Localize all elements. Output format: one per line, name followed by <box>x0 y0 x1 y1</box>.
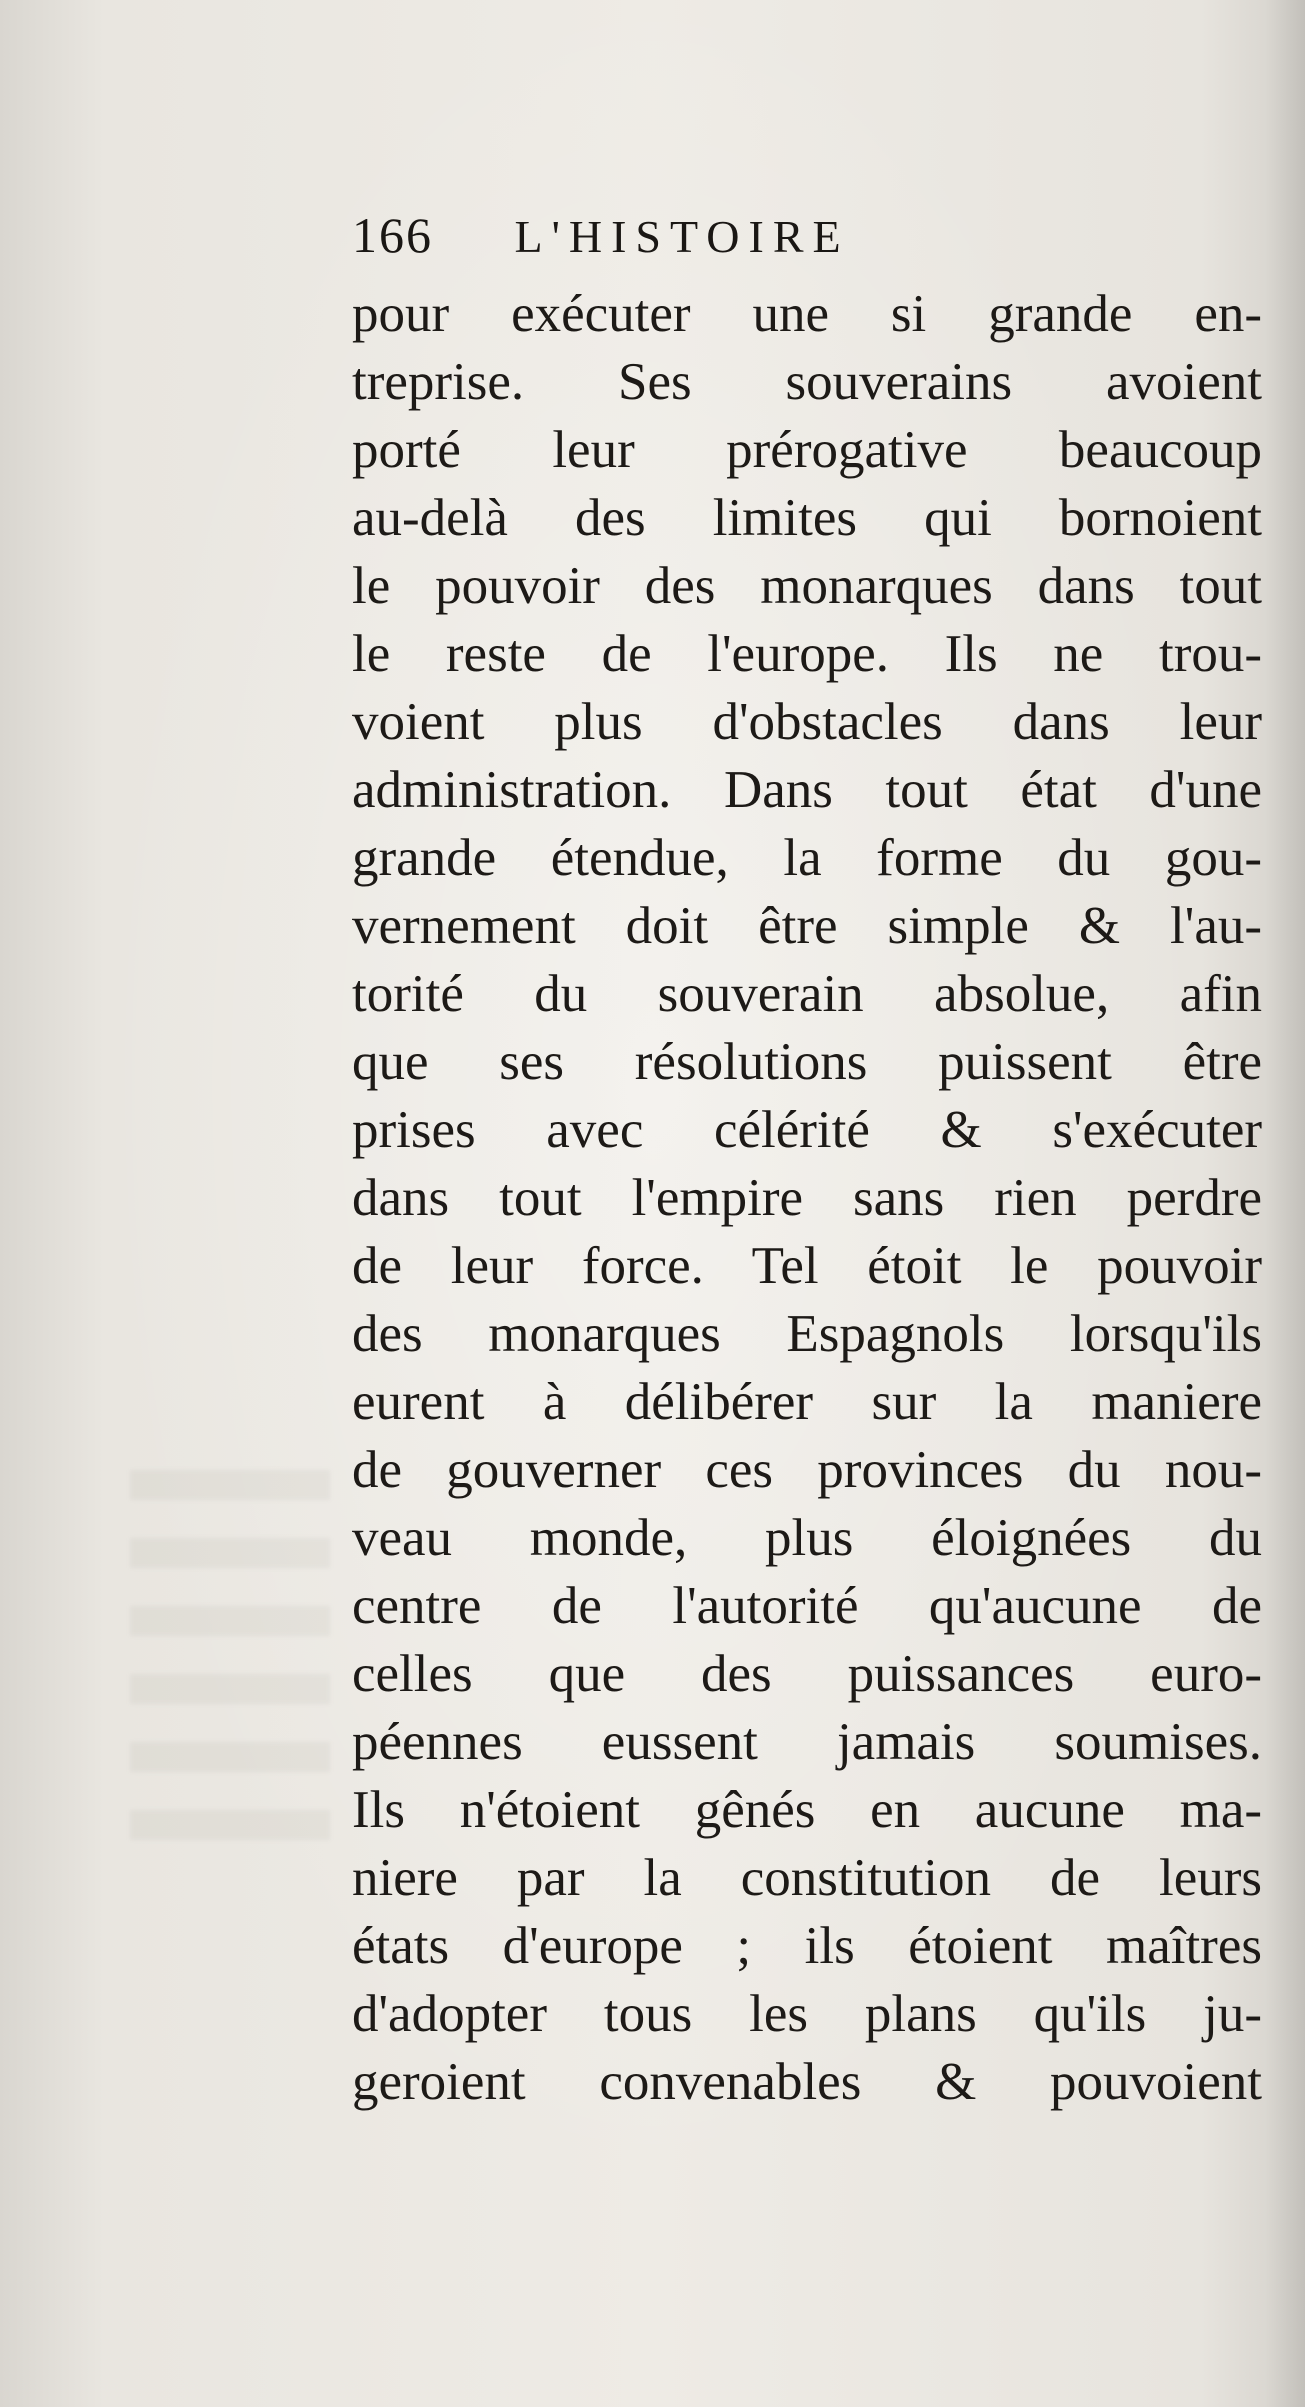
text-line: niere par la constitution de leurs <box>352 1849 1262 1907</box>
page-number: 166 <box>352 207 433 263</box>
text-line: péennes eussent jamais soumises. <box>352 1713 1262 1771</box>
running-title: L'HISTOIRE <box>514 211 850 262</box>
text-line: prises avec célérité & s'exécuter <box>352 1101 1262 1159</box>
text-line: des monarques Espagnols lorsqu'ils <box>352 1305 1262 1363</box>
text-line: d'adopter tous les plans qu'ils ju- <box>352 1985 1262 2043</box>
page-edge-shadow <box>1265 0 1305 2407</box>
text-line: torité du souverain absolue, afin <box>352 965 1262 1023</box>
text-line: dans tout l'empire sans rien perdre <box>352 1169 1262 1227</box>
text-line: centre de l'autorité qu'aucune de <box>352 1577 1262 1635</box>
bleed-through-texture <box>130 1470 330 1870</box>
text-line: geroient convenables & pouvoient <box>352 2053 1262 2111</box>
text-line: états d'europe ; ils étoient maîtres <box>352 1917 1262 1975</box>
text-line: au-delà des limites qui bornoient <box>352 489 1262 547</box>
text-line: veau monde, plus éloignées du <box>352 1509 1262 1567</box>
text-line: pour exécuter une si grande en- <box>352 285 1262 343</box>
text-line: Ils n'étoient gênés en aucune ma- <box>352 1781 1262 1839</box>
text-line: grande étendue, la forme du gou- <box>352 829 1262 887</box>
text-line: treprise. Ses souverains avoient <box>352 353 1262 411</box>
text-line: le reste de l'europe. Ils ne trou- <box>352 625 1262 683</box>
text-line: voient plus d'obstacles dans leur <box>352 693 1262 751</box>
text-line: eurent à délibérer sur la maniere <box>352 1373 1262 1431</box>
text-line: de gouverner ces provinces du nou- <box>352 1441 1262 1499</box>
text-line: que ses résolutions puissent être <box>352 1033 1262 1091</box>
text-line: le pouvoir des monarques dans tout <box>352 557 1262 615</box>
page-header <box>352 200 1252 270</box>
text-line: administration. Dans tout état d'une <box>352 761 1262 819</box>
text-line: porté leur prérogative beaucoup <box>352 421 1262 479</box>
text-line: de leur force. Tel étoit le pouvoir <box>352 1237 1262 1295</box>
body-text <box>352 280 1262 2116</box>
text-line: celles que des puissances euro- <box>352 1645 1262 1703</box>
text-line: vernement doit être simple & l'au- <box>352 897 1262 955</box>
